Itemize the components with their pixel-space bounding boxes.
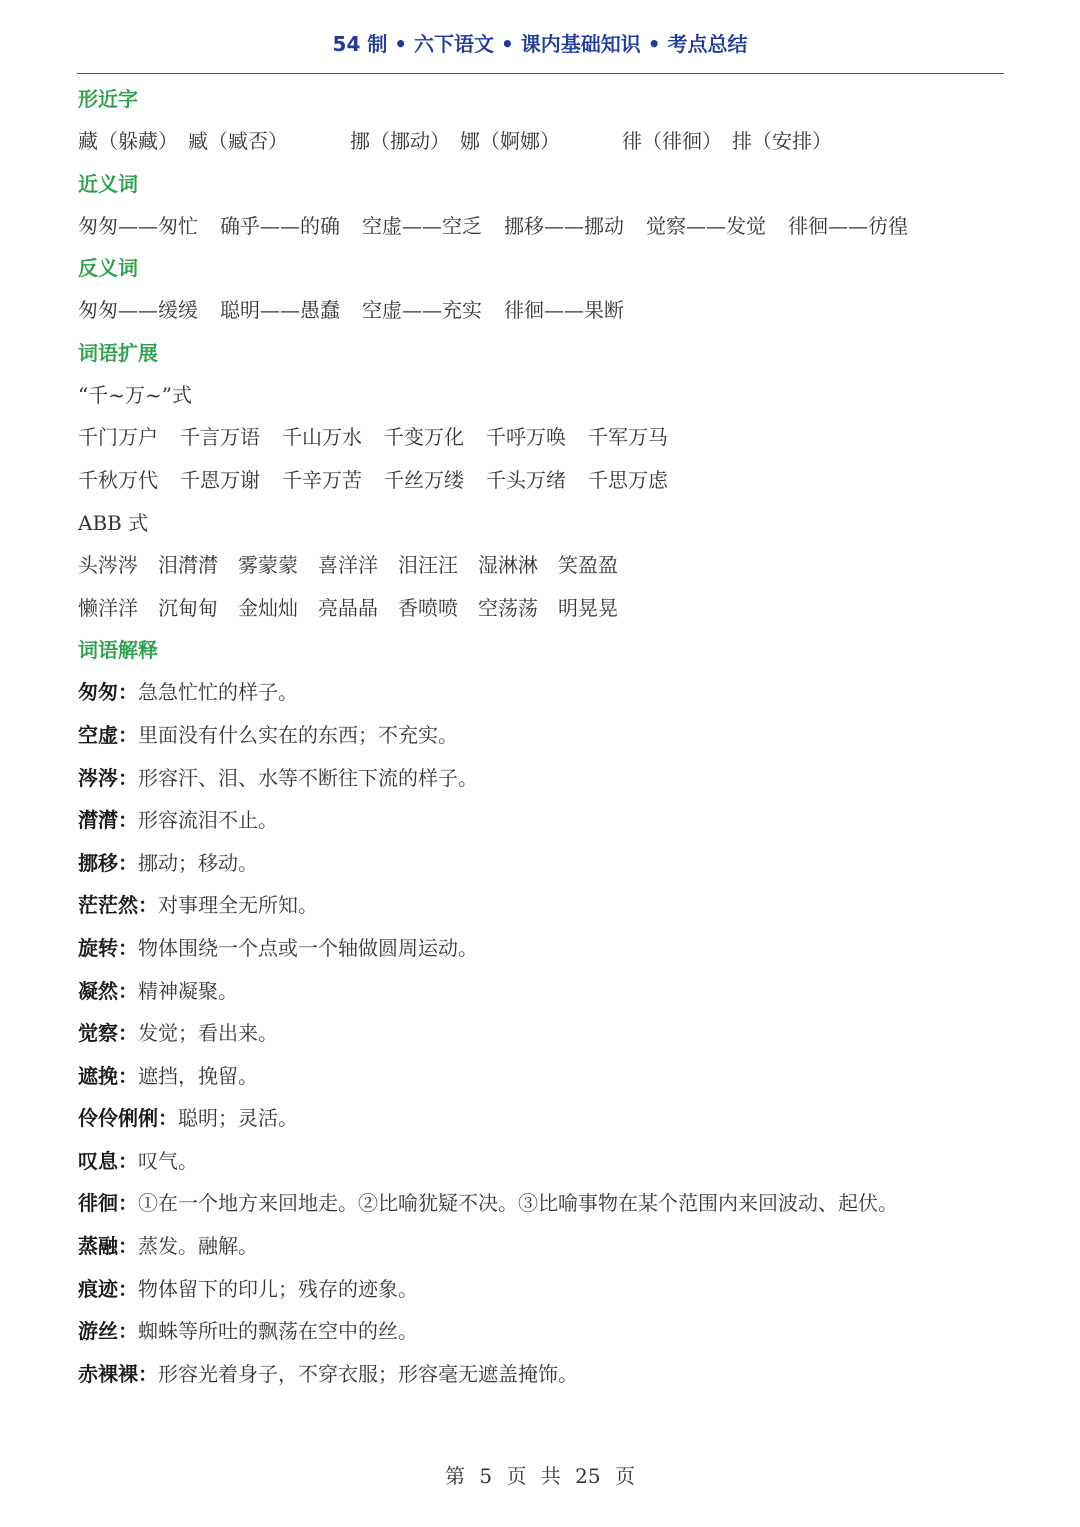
definition-row (78, 884, 1008, 927)
list-item: 空虚——空乏 (362, 213, 482, 238)
definition-text: 发觉；看出来。 (138, 1021, 278, 1046)
list-item: 千思万虑 (588, 467, 668, 492)
definition-text: 急急忙忙的样子。 (138, 680, 298, 705)
list-item: 千辛万苦 (282, 467, 362, 492)
definition-row (78, 1097, 1008, 1140)
list-item: 千言万语 (180, 425, 260, 450)
definition-text: 蜘蛛等所吐的飘荡在空中的丝。 (138, 1319, 418, 1344)
definition-text: 叹气。 (138, 1148, 198, 1173)
definition-term: 蒸融： (78, 1234, 138, 1259)
definition-term: 挪移： (78, 850, 138, 875)
list-item: 明晃晃 (558, 595, 618, 620)
definition-text: 形容汗、泪、水等不断往下流的样子。 (138, 765, 478, 790)
definition-term: 旋转： (78, 935, 138, 960)
definition-row (78, 1012, 1008, 1055)
list-item: 徘徊——果断 (504, 298, 624, 323)
list-item: 千呼万唤 (486, 425, 566, 450)
definition-text: 蒸发。融解。 (138, 1234, 258, 1259)
definition-row (78, 842, 1008, 885)
definition-text: 遮挡，挽留。 (138, 1063, 258, 1088)
definition-text: 物体围绕一个点或一个轴做圆周运动。 (138, 935, 478, 960)
list-item: 笑盈盈 (558, 553, 618, 578)
page-content (78, 78, 1008, 1395)
definition-term: 徘徊： (78, 1191, 138, 1216)
definition-row (78, 1310, 1008, 1353)
section-title-kuozhan: 词语扩展 (78, 340, 158, 365)
list-item: 喜洋洋 (318, 553, 378, 578)
list-item: 娜（婀娜） (460, 129, 560, 153)
section-title-jieshi: 词语解释 (78, 638, 158, 663)
definition-term: 伶伶俐俐： (78, 1106, 178, 1131)
definition-term: 凝然： (78, 978, 138, 1003)
definition-row (78, 757, 1008, 800)
definition-row (78, 1225, 1008, 1268)
list-item: 千丝万缕 (384, 467, 464, 492)
definition-text: ①在一个地方来回地走。②比喻犹疑不决。③比喻事物在某个范围内来回波动、起伏。 (138, 1191, 898, 1216)
definition-row (78, 927, 1008, 970)
abb-row-2 (78, 587, 1008, 630)
list-item: 头涔涔 (78, 553, 138, 578)
list-item: 聪明——愚蠢 (220, 298, 340, 323)
list-item: 香喷喷 (398, 595, 458, 620)
list-item: 匆匆——匆忙 (78, 213, 198, 238)
list-item: 千头万绪 (486, 467, 566, 492)
definition-text: 形容流泪不止。 (138, 808, 278, 833)
definition-row (78, 1268, 1008, 1311)
definition-row (78, 970, 1008, 1013)
definition-row (78, 1182, 1008, 1225)
list-item: 懒洋洋 (78, 595, 138, 620)
list-item: 徘徊——彷徨 (788, 213, 908, 238)
fanyici-row (78, 289, 1008, 332)
section-title-xingjinzi: 形近字 (78, 87, 138, 111)
list-item: 挪移——挪动 (504, 213, 624, 238)
definition-text: 精神凝聚。 (138, 978, 238, 1003)
definition-term: 潸潸： (78, 808, 138, 833)
page-header-title: 54 制 • 六下语文 • 课内基础知识 • 考点总结 (332, 32, 748, 56)
definition-text: 挪动；移动。 (138, 850, 258, 875)
definition-row (78, 1353, 1008, 1396)
list-item: 泪汪汪 (398, 553, 458, 578)
definition-term: 赤裸裸： (78, 1361, 158, 1386)
list-item: 湿淋淋 (478, 553, 538, 578)
definition-term: 茫茫然： (78, 893, 158, 918)
qian-wan-label: “千~万~”式 (78, 382, 192, 407)
list-item: 千秋万代 (78, 467, 158, 492)
abb-row-1 (78, 544, 1008, 587)
header-divider (77, 73, 1004, 74)
list-item: 确乎——的确 (220, 213, 340, 238)
definition-term: 痕迹： (78, 1276, 138, 1301)
definition-text: 形容光着身子，不穿衣服；形容毫无遮盖掩饰。 (158, 1361, 578, 1386)
list-item: 徘（徘徊） (622, 129, 722, 153)
list-item: 沉甸甸 (158, 595, 218, 620)
qian-wan-row-2 (78, 459, 1008, 502)
list-item: 空荡荡 (478, 595, 538, 620)
definition-term: 空虚： (78, 722, 138, 747)
definition-text: 物体留下的印儿；残存的迹象。 (138, 1276, 418, 1301)
qian-wan-row-1 (78, 416, 1008, 459)
xingjinzi-row (78, 120, 1008, 163)
definition-row (78, 1055, 1008, 1098)
definition-term: 游丝： (78, 1319, 138, 1344)
list-item: 千变万化 (384, 425, 464, 450)
list-item: 千军万马 (588, 425, 668, 450)
definition-row (78, 799, 1008, 842)
definition-term: 觉察： (78, 1021, 138, 1046)
list-item: 觉察——发觉 (646, 213, 766, 238)
list-item: 藏（躲藏） (78, 129, 178, 153)
list-item: 千恩万谢 (180, 467, 260, 492)
section-title-jinyici: 近义词 (78, 171, 138, 196)
definition-term: 叹息： (78, 1148, 138, 1173)
list-item: 金灿灿 (238, 595, 298, 620)
definition-text: 对事理全无所知。 (158, 893, 318, 918)
definition-term: 遮挽： (78, 1063, 138, 1088)
definition-row (78, 1140, 1008, 1183)
abb-label: ABB 式 (78, 510, 149, 535)
definition-row (78, 714, 1008, 757)
list-item: 亮晶晶 (318, 595, 378, 620)
definition-text: 里面没有什么实在的东西；不充实。 (138, 722, 458, 747)
list-item: 挪（挪动） (350, 129, 450, 153)
section-title-fanyici: 反义词 (78, 256, 138, 281)
page-number: 第 5 页 共 25 页 (445, 1464, 635, 1488)
list-item: 排（安排） (732, 129, 832, 153)
list-item: 空虚——充实 (362, 298, 482, 323)
list-item: 泪潸潸 (158, 553, 218, 578)
definition-row (78, 671, 1008, 714)
list-item: 雾蒙蒙 (238, 553, 298, 578)
list-item: 千门万户 (78, 425, 158, 450)
definition-term: 涔涔： (78, 765, 138, 790)
list-item: 千山万水 (282, 425, 362, 450)
list-item: 匆匆——缓缓 (78, 298, 198, 323)
jinyici-row (78, 205, 1008, 248)
definition-text: 聪明；灵活。 (178, 1106, 298, 1131)
list-item: 臧（臧否） (188, 129, 288, 153)
definition-term: 匆匆： (78, 680, 138, 705)
